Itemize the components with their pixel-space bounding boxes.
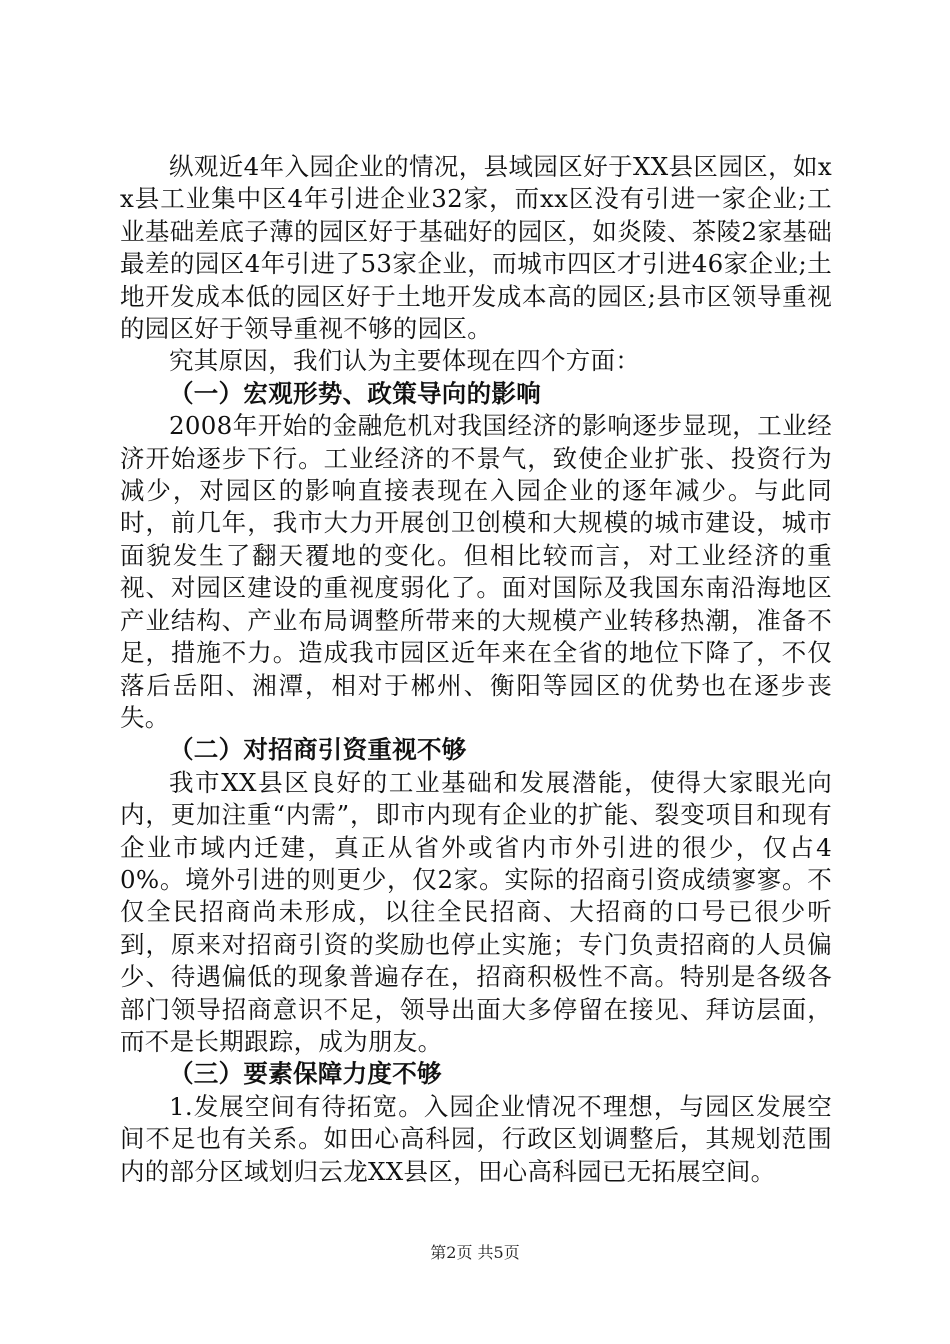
paragraph-2: 究其原因，我们认为主要体现在四个方面： [169,346,641,376]
section-heading-1: （一）宏观形势、政策导向的影响 [169,378,541,408]
paragraph-5: 1.发展空间有待拓宽。入园企业情况不理想，与园区发展空间不足也有关系。如田心高科园，行政区划调整后，其规划范围内的部分区域划归云龙XX县区，田心高科园已无拓展空间。 [120,1091,832,1186]
document-body [120,151,832,1188]
paragraph-1: 纵观近4年入园企业的情况，县域园区好于XX县区园区，如xx县工业集中区4年引进企业32家，而xx区没有引进一家企业;工业基础差底子薄的园区好于基础好的园区，如炎陵、茶陵2家基础最差的园区4年引进了53家企业，而城市四区才引进46家企业;土地开发成本低的园区好于土地开发成本高的园区;县市区领导重视的园区好于领导重视不够的园区。 [120,152,832,344]
section-heading-2: （二）对招商引资重视不够 [169,735,467,765]
page-footer: 第2页 共5页 [430,1243,520,1262]
paragraph-4: 我市XX县区良好的工业基础和发展潜能，使得大家眼光向内，更加注重“内需”，即市内现有企业的扩能、裂变项目和现有企业市域内迁建，真正从省外或省内市外引进的很少，仅占40%。境外引进的则更少，仅2家。实际的招商引资成绩寥寥。不仅全民招商尚未形成，以往全民招商、大招商的口号已很少听到，原来对招商引资的奖励也停止实施；专门负责招商的人员偏少、待遇偏低的现象普遍存在，招商积极性不高。特别是各级各部门领导招商意识不足，领导出面大多停留在接见、拜访层面，而不是长期跟踪，成为朋友。 [120,767,832,1056]
paragraph-3: 2008年开始的金融危机对我国经济的影响逐步显现，工业经济开始逐步下行。工业经济的不景气，致使企业扩张、投资行为减少，对园区的影响直接表现在入园企业的逐年减少。与此同时，前几年，我市大力开展创卫创模和大规模的城市建设，城市面貌发生了翻天覆地的变化。但相比较而言，对工业经济的重视、对园区建设的重视度弱化了。面对国际及我国东南沿海地区产业结构、产业布局调整所带来的大规模产业转移热潮，准备不足，措施不力。造成我市园区近年来在全省的地位下降了，不仅落后岳阳、湘潭，相对于郴州、衡阳等园区的优势也在逐步丧失。 [120,411,832,732]
section-heading-3: （三）要素保障力度不够 [169,1059,442,1089]
